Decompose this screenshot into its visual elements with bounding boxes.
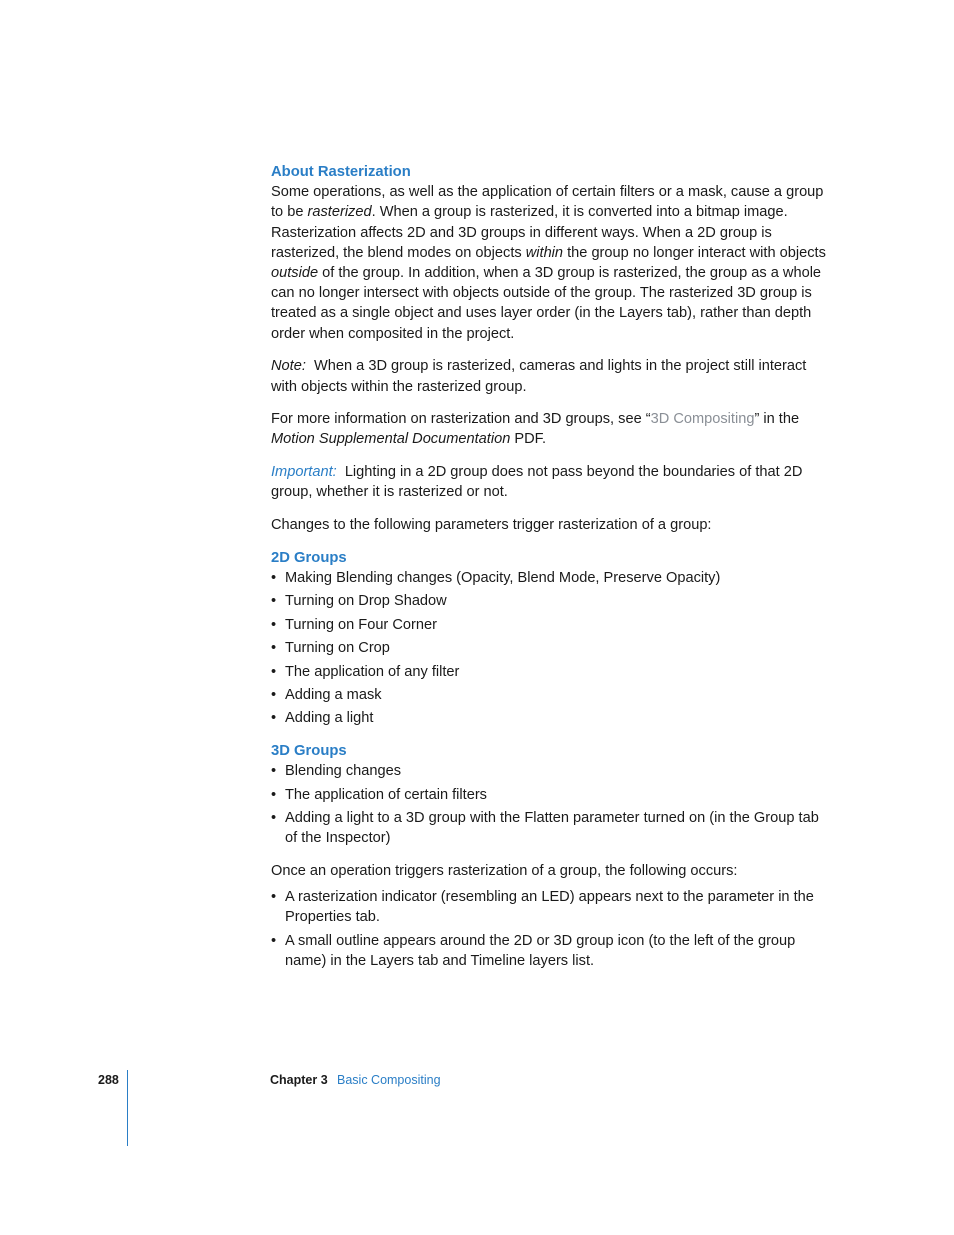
text-run: PDF. (510, 431, 547, 448)
list-item (271, 708, 827, 728)
text-run: of the group. In addition, when a 3D group is rasterized, the group as a whole can no longer intersect with objects outside of the group. The rasterized 3D group is treated as a single object and uses layer order (in the Layers tab), rather than depth order when composited in the project. (271, 265, 822, 342)
list-item (271, 887, 827, 927)
list-item (271, 568, 827, 588)
list-item (271, 685, 827, 705)
list-item-text: The application of any filter (285, 663, 460, 680)
list-item (271, 638, 827, 658)
bullet: • (271, 569, 277, 586)
list-item-text: A small outline appears around the 2D or 3D group icon (to the left of the group name) in the Layers tab and Timeline layers list. (285, 932, 796, 969)
list-item-text: A rasterization indicator (resembling an LED) appears next to the parameter in the Properties tab. (285, 889, 814, 926)
bullet: • (271, 932, 277, 949)
bullet: • (271, 593, 277, 610)
list-item (271, 591, 827, 611)
important-label: Important: (271, 464, 337, 481)
bullet: • (271, 809, 277, 826)
changes-intro: Changes to the following parameters trigger rasterization of a group: (271, 517, 712, 534)
list-item (271, 808, 827, 848)
list-item-text: Making Blending changes (Opacity, Blend Mode, Preserve Opacity) (285, 569, 721, 586)
list-3d-groups (271, 761, 827, 848)
heading-about-rasterization: About Rasterization (271, 164, 411, 180)
list-item (271, 662, 827, 682)
bullet: • (271, 786, 277, 803)
text-run: . When a group is rasterized, it is converted into a bitmap image. Rasterization affects 2D and 3D groups in different ways. When a 2D group is rasterized, the blend modes on objects (271, 204, 788, 261)
note-label: Note: (271, 358, 306, 375)
paragraph-rasterization-intro (271, 182, 827, 344)
list-item-text: The application of certain filters (285, 786, 487, 803)
important-text: Lighting in a 2D group does not pass beyond the boundaries of that 2D group, whether it is rasterized or not. (271, 464, 803, 501)
important-paragraph (271, 462, 827, 502)
note-text: When a 3D group is rasterized, cameras and lights in the project still interact with objects within the rasterized group. (271, 358, 807, 395)
list-item-text: Adding a light to a 3D group with the Flatten parameter turned on (in the Group tab of the Inspector) (285, 809, 819, 847)
bullet: • (271, 640, 277, 657)
list-item-text: Turning on Crop (285, 640, 390, 657)
occurs-intro: Once an operation triggers rasterization of a group, the following occurs: (271, 862, 738, 879)
footer-chapter: Chapter 3 (270, 1073, 328, 1087)
text-run-italic: rasterized (307, 204, 372, 221)
doc-title: Motion Supplemental Documentation (271, 431, 511, 448)
list-item-text: Adding a mask (285, 686, 382, 703)
text-run: the group no longer interact with objects (563, 244, 826, 261)
list-2d-groups (271, 568, 827, 729)
more-info-paragraph (271, 409, 827, 449)
page-number: 288 (98, 1073, 119, 1087)
list-item-text: Turning on Four Corner (285, 616, 437, 633)
bullet: • (271, 616, 277, 633)
list-item-text: Blending changes (285, 763, 402, 780)
footer-chapter-name[interactable]: Basic Compositing (337, 1073, 441, 1087)
list-item-text: Turning on Drop Shadow (285, 593, 447, 610)
text-run: ” in the (754, 411, 800, 428)
bullet: • (271, 763, 277, 780)
bullet: • (271, 889, 277, 906)
heading-2d-groups: 2D Groups (271, 549, 347, 566)
list-item (271, 785, 827, 805)
text-run-italic: within (525, 244, 564, 261)
text-run: For more information on rasterization and 3D groups, see “ (271, 411, 651, 428)
list-item-text: Adding a light (285, 710, 374, 727)
text-run: Some operations, as well as the application of certain filters or a mask, cause a group to be (271, 184, 824, 221)
main-content (271, 162, 827, 971)
list-occurs (271, 887, 827, 971)
heading-3d-groups: 3D Groups (271, 743, 347, 759)
note-paragraph (271, 356, 827, 396)
list-item (271, 931, 827, 971)
footer-divider (127, 1070, 128, 1146)
link-3d-compositing[interactable]: 3D Compositing (650, 411, 755, 428)
list-item (271, 761, 827, 781)
bullet: • (271, 686, 277, 703)
list-item (271, 615, 827, 635)
bullet: • (271, 663, 277, 680)
text-run-italic: outside (271, 265, 319, 282)
bullet: • (271, 710, 277, 727)
